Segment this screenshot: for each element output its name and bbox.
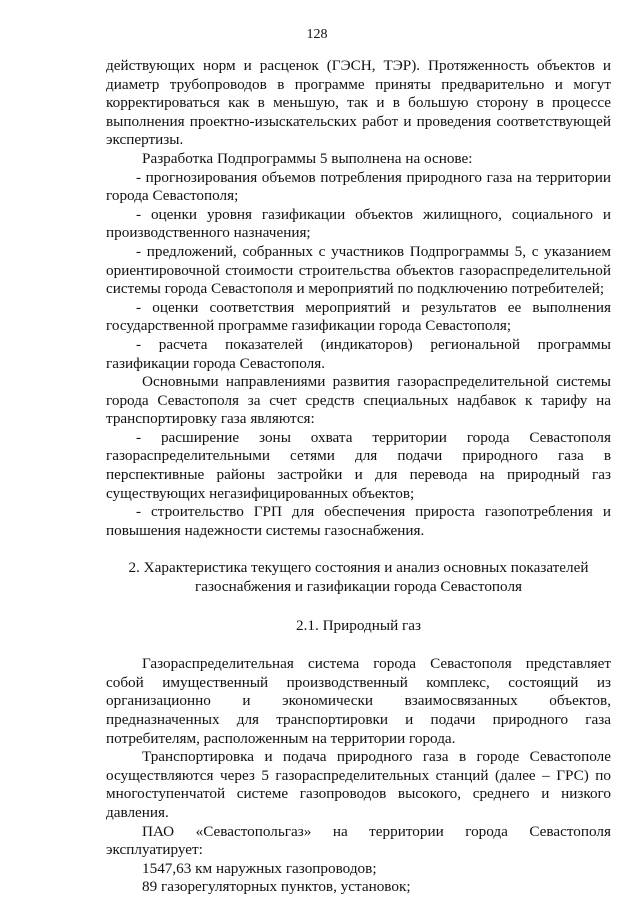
subsection-heading: 2.1. Природный газ [296, 616, 421, 634]
page-number: 128 [306, 27, 328, 42]
list-item: 89 газорегуляторных пунктов, установок; [142, 878, 411, 896]
list-item: 1547,63 км наружных газопроводов; [142, 859, 377, 877]
paragraph: Газораспределительная система города Севастополя представляет собой имущественный производственный комплекс, состоящий из организационно и экономически взаимосвязанных объектов, предназначенных для транспортировки и подачи природного газа потребителям, расположенным на территории города. [106, 655, 611, 747]
list-item: - расчета показателей (индикаторов) региональной программы газификации города Севастополя. [106, 335, 611, 372]
paragraph: действующих норм и расценок (ГЭСН, ТЭР). Протяженность объектов и диаметр трубопроводов в программе приняты предварительно и могут корректироваться как в меньшую, так и в большую сторону в процессе выполнения проектно-изыскательских работ и проведения соответствующей экспертизы. [106, 57, 611, 149]
list-item: - расширение зоны охвата территории города Севастополя газораспределительными сетями для подачи природного газа в перспективные районы застройки и для перевода на природный газ существующих негазифицированных объектов; [106, 428, 611, 502]
list-item: - строительство ГРП для обеспечения прироста газопотребления и повышения надежности системы газоснабжения. [106, 503, 611, 539]
paragraph: Разработка Подпрограммы 5 выполнена на основе: [142, 149, 473, 167]
paragraph: ПАО «Севастопольгаз» на территории города Севастополя эксплуатирует: [106, 822, 611, 859]
paragraph: Основными направлениями развития газораспределительной системы города Севастополя за счет средств специальных надбавок к тарифу на транспортировку газа являются: [106, 373, 611, 428]
list-item: - прогнозирования объемов потребления природного газа на территории города Севастополя; [106, 168, 611, 205]
list-item: - оценки соответствия мероприятий и результатов ее выполнения государственной программе газификации города Севастополя; [106, 298, 611, 335]
document-body [106, 57, 611, 897]
section-heading: 2. Характеристика текущего состояния и анализ основных показателей газоснабжения и газификации города Севастополя [128, 559, 589, 596]
paragraph: Транспортировка и подача природного газа в городе Севастополе осуществляются через 5 газораспределительных станций (далее – ГРС) по многоступенчатой системе газопроводов высокого, среднего и низкого давления. [106, 748, 611, 821]
list-item: - предложений, собранных с участников Подпрограммы 5, с указанием ориентировочной стоимости строительства объектов газораспределительной системы города Севастополя и мероприятий по подключению потребителей; [106, 242, 611, 298]
list-item: - оценки уровня газификации объектов жилищного, социального и производственного назначения; [106, 205, 611, 242]
